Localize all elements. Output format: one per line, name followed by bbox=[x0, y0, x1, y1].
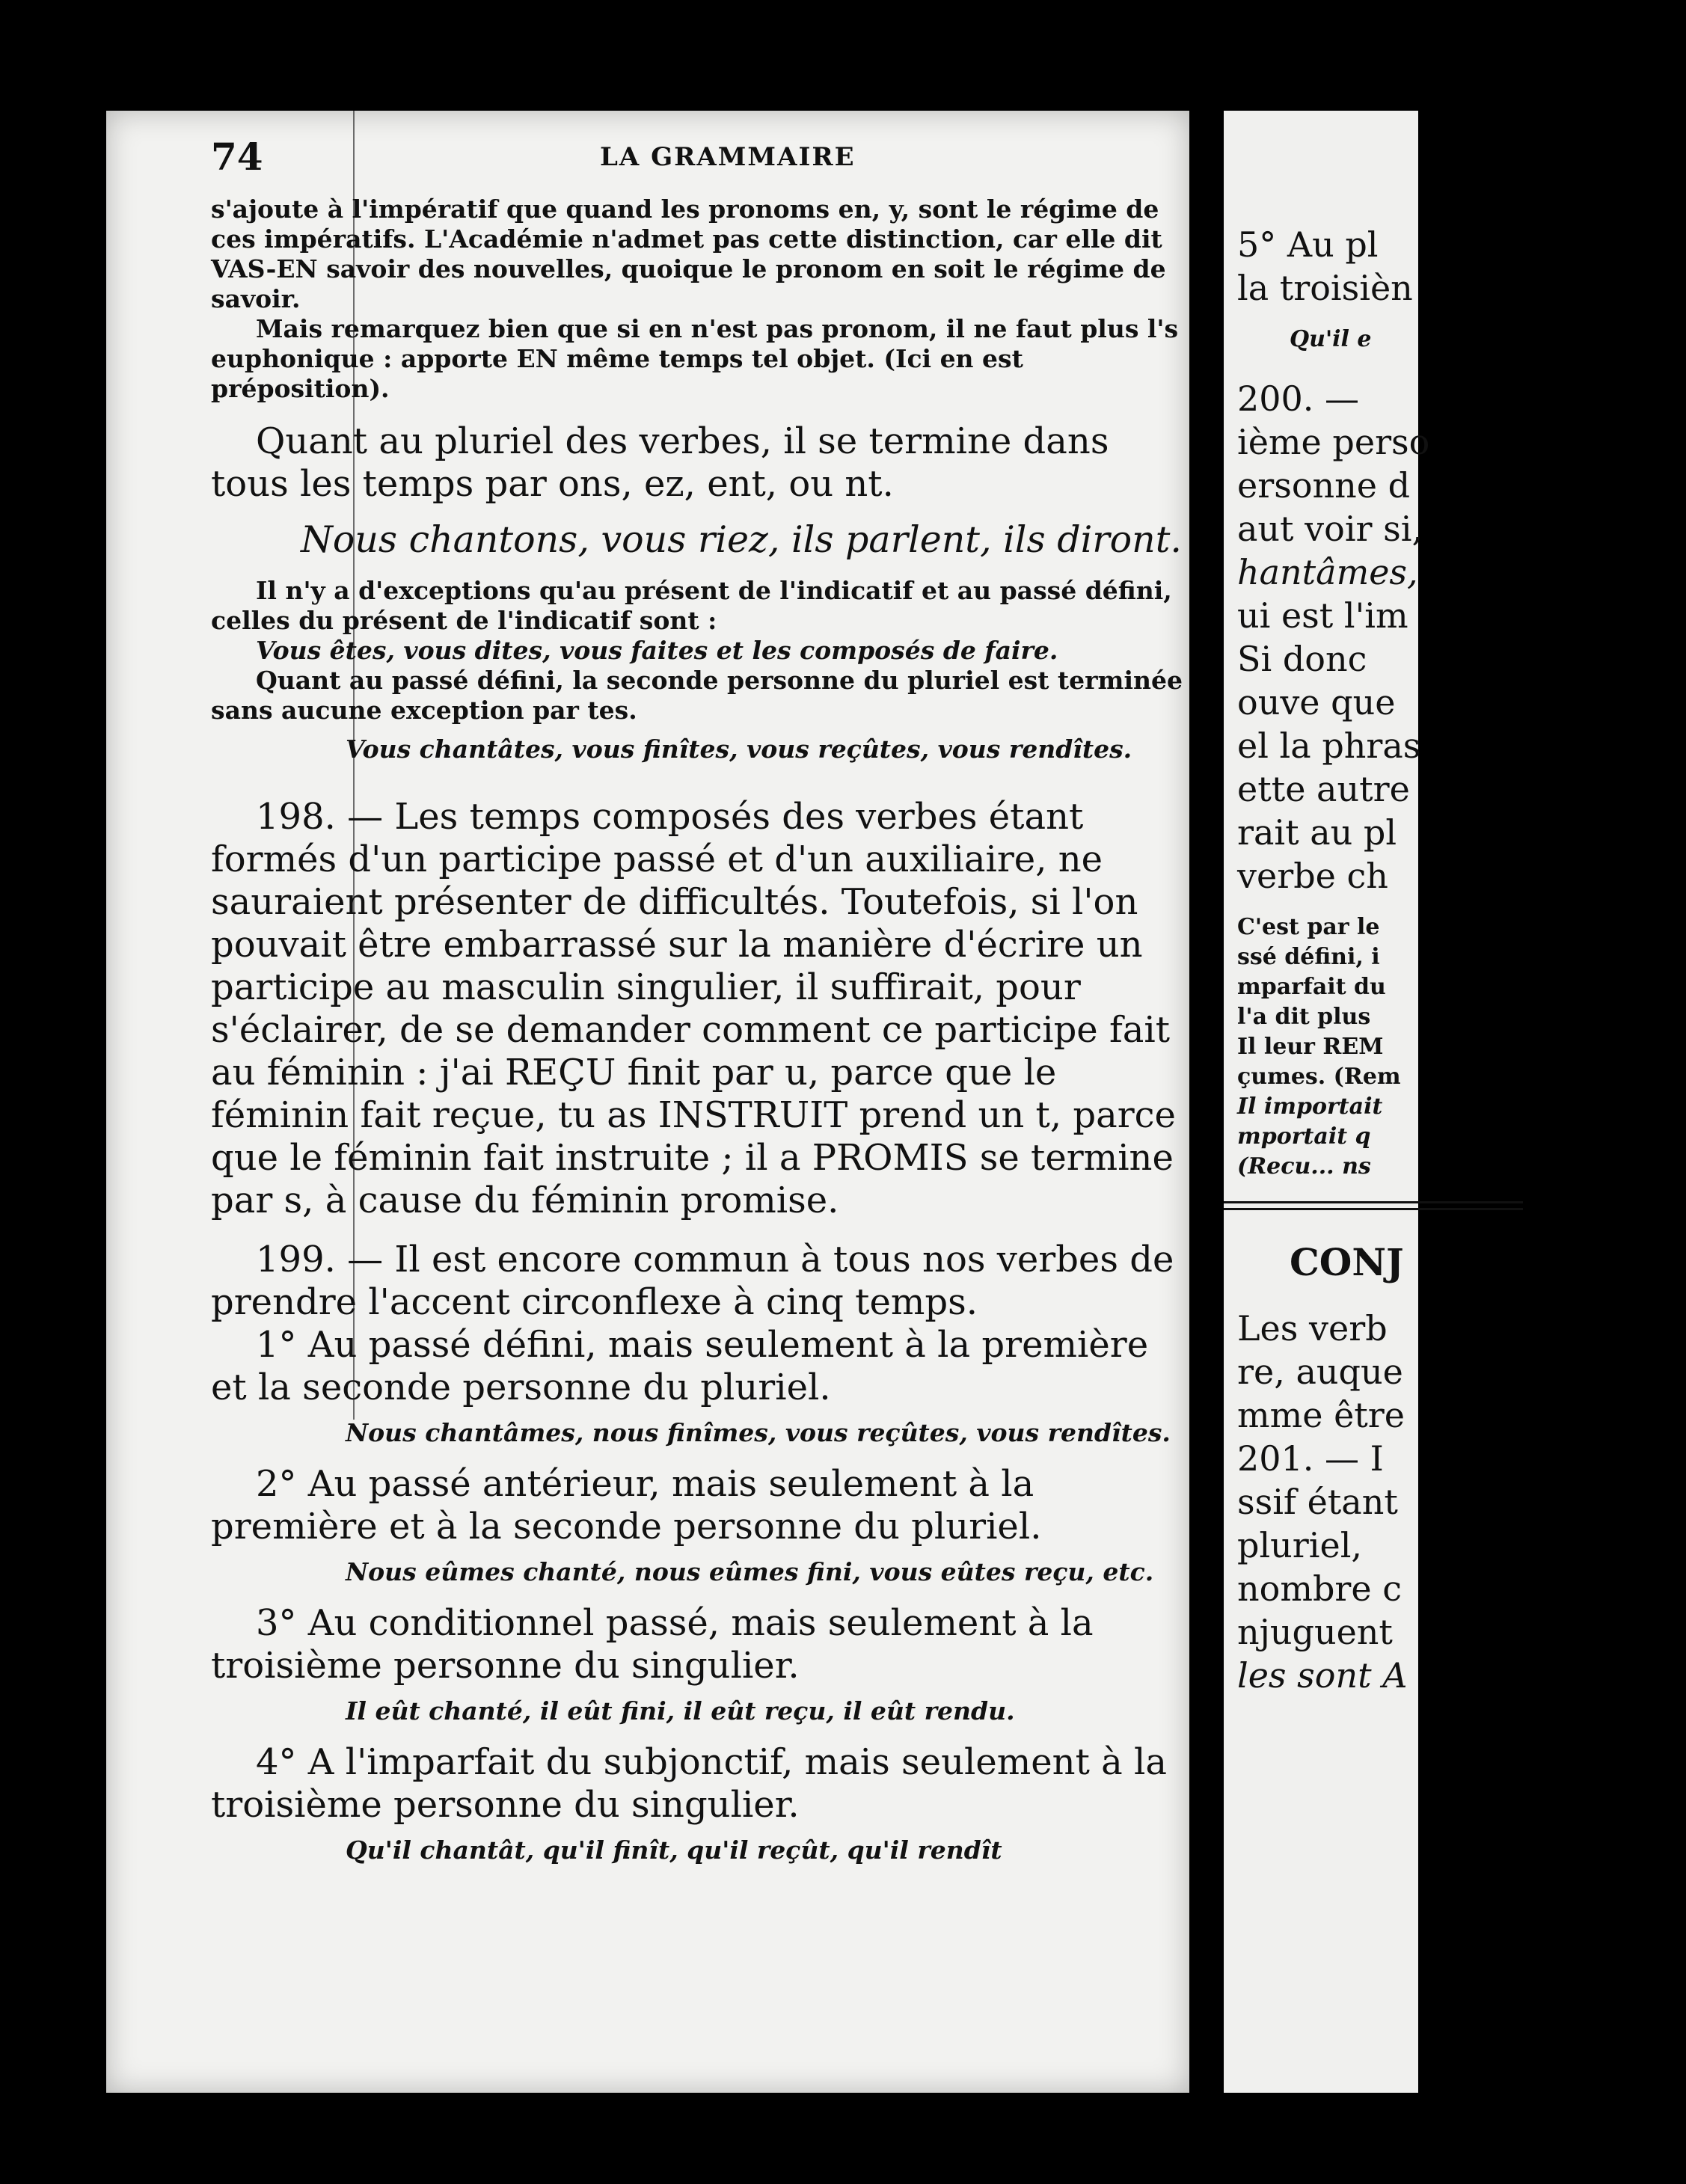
text-line: ette autre bbox=[1237, 769, 1410, 809]
right-page-column bbox=[1237, 223, 1686, 1697]
list-item: 2° Au passé antérieur, mais seulement à la première et à la seconde personne du pluriel. bbox=[211, 1463, 1042, 1547]
text-line: Si donc bbox=[1237, 639, 1367, 679]
paragraph: Quant au passé défini, la seconde personne du pluriel est terminée sans aucune exception par tes. bbox=[211, 666, 1183, 725]
example-line: Nous eûmes chanté, nous eûmes fini, vous eûtes reçu, etc. bbox=[346, 1557, 1154, 1586]
paragraph: Vous êtes, vous dites, vous faites et les composés de faire. bbox=[256, 636, 1058, 665]
text-line: el la phras bbox=[1237, 726, 1421, 766]
text-line: ui est l'im bbox=[1237, 595, 1408, 636]
text-line: les sont A bbox=[1237, 1655, 1408, 1696]
text-line: la troisièn bbox=[1237, 268, 1413, 308]
example-line: Qu'il chantât, qu'il finît, qu'il reçût, qu'il rendît bbox=[346, 1835, 1002, 1865]
example-line: Nous chantâmes, nous finîmes, vous reçûtes, vous rendîtes. bbox=[346, 1418, 1171, 1447]
right-page-fragment bbox=[1224, 111, 1430, 2093]
text-line: Il importait bbox=[1237, 1093, 1383, 1120]
paragraph: s'ajoute à l'impératif que quand les pronoms en, y, sont le régime de ces impératifs. L'Académie n'admet pas cette distinction, car elle dit VAS-EN savoir des nouvelles, quoique le pronom en soit le régime de savoir. bbox=[211, 194, 1166, 313]
list-item: 4° A l'imparfait du subjonctif, mais seulement à la troisième personne du singulier. bbox=[211, 1741, 1167, 1826]
text-line: ssif étant bbox=[1237, 1482, 1398, 1522]
text-line: Il leur REM bbox=[1237, 1034, 1384, 1060]
text-line: rait au pl bbox=[1237, 812, 1397, 853]
text-line: aut voir si, bbox=[1237, 509, 1423, 549]
example-line: Vous chantâtes, vous finîtes, vous reçûtes, vous rendîtes. bbox=[346, 734, 1132, 764]
text-line: njuguent bbox=[1237, 1612, 1393, 1652]
section-heading: CONJ bbox=[1290, 1240, 1404, 1284]
page-number: 74 bbox=[211, 135, 263, 179]
text-line: mme être bbox=[1237, 1395, 1405, 1435]
text-line: nombre c bbox=[1237, 1568, 1402, 1609]
list-item: 1° Au passé défini, mais seulement à la première et la seconde personne du pluriel. bbox=[211, 1324, 1149, 1408]
text-line: l'a dit plus bbox=[1237, 1004, 1371, 1030]
text-line: mparfait du bbox=[1237, 974, 1386, 1000]
text-line: hantâmes, bbox=[1237, 552, 1418, 592]
example-line: Nous chantons, vous riez, ils parlent, ils diront. bbox=[301, 518, 1182, 561]
list-item: 3° Au conditionnel passé, mais seulement à la troisième personne du singulier. bbox=[211, 1602, 1094, 1687]
section-199: 199. — Il est encore commun à tous nos verbes de prendre l'accent circonflexe à cinq temps. bbox=[211, 1239, 1174, 1323]
example-line: Il eût chanté, il eût fini, il eût reçu, il eût rendu. bbox=[346, 1696, 1015, 1726]
text-line: Qu'il e bbox=[1290, 326, 1372, 352]
text-line: mportait q bbox=[1237, 1123, 1371, 1150]
text-line: pluriel, bbox=[1237, 1525, 1363, 1565]
text-line: 201. — I bbox=[1237, 1438, 1384, 1479]
running-title: LA GRAMMAIRE bbox=[600, 142, 856, 172]
left-page bbox=[106, 111, 1189, 2093]
text-line: re, auque bbox=[1237, 1352, 1403, 1392]
page-body bbox=[211, 194, 1183, 1880]
section-198: 198. — Les temps composés des verbes étant formés d'un participe passé et d'un auxiliaire, ne sauraient présenter de difficultés. Toutefois, si l'on pouvait être embarrassé sur la manière d'écrire un participe au masculin singulier, il suffirait, pour s'éclairer, de se demander comment ce participe fait au féminin : j'ai REÇU finit par u, parce que le féminin fait reçue, tu as INSTRUIT prend un t, parce que le féminin fait instruite ; il a PROMIS se termine par s, à cause du féminin promise. bbox=[211, 796, 1176, 1221]
text-line: 5° Au pl bbox=[1237, 224, 1379, 265]
text-line: ouve que bbox=[1237, 682, 1396, 723]
text-line: C'est par le bbox=[1237, 914, 1380, 940]
text-line: ssé défini, i bbox=[1237, 944, 1380, 970]
paragraph: Quant au pluriel des verbes, il se termine dans tous les temps par ons, ez, ent, ou nt. bbox=[211, 420, 1109, 505]
paragraph: Mais remarquez bien que si en n'est pas pronom, il ne faut plus l's euphonique : apporte EN même temps tel objet. (Ici en est préposition). bbox=[211, 314, 1179, 403]
text-line: ersonne d bbox=[1237, 465, 1411, 506]
text-line: ième perso bbox=[1237, 422, 1430, 462]
text-line: (Recu... ns bbox=[1237, 1153, 1371, 1180]
page-header bbox=[211, 135, 1144, 180]
text-line: verbe ch bbox=[1237, 856, 1388, 896]
text-line: 200. — bbox=[1237, 378, 1360, 419]
double-rule-divider bbox=[1224, 1201, 1523, 1210]
paragraph: Il n'y a d'exceptions qu'au présent de l'indicatif et au passé défini, celles du présent de l'indicatif sont : bbox=[211, 576, 1172, 635]
text-line: Les verb bbox=[1237, 1308, 1388, 1349]
text-line: çumes. (Rem bbox=[1237, 1064, 1401, 1090]
